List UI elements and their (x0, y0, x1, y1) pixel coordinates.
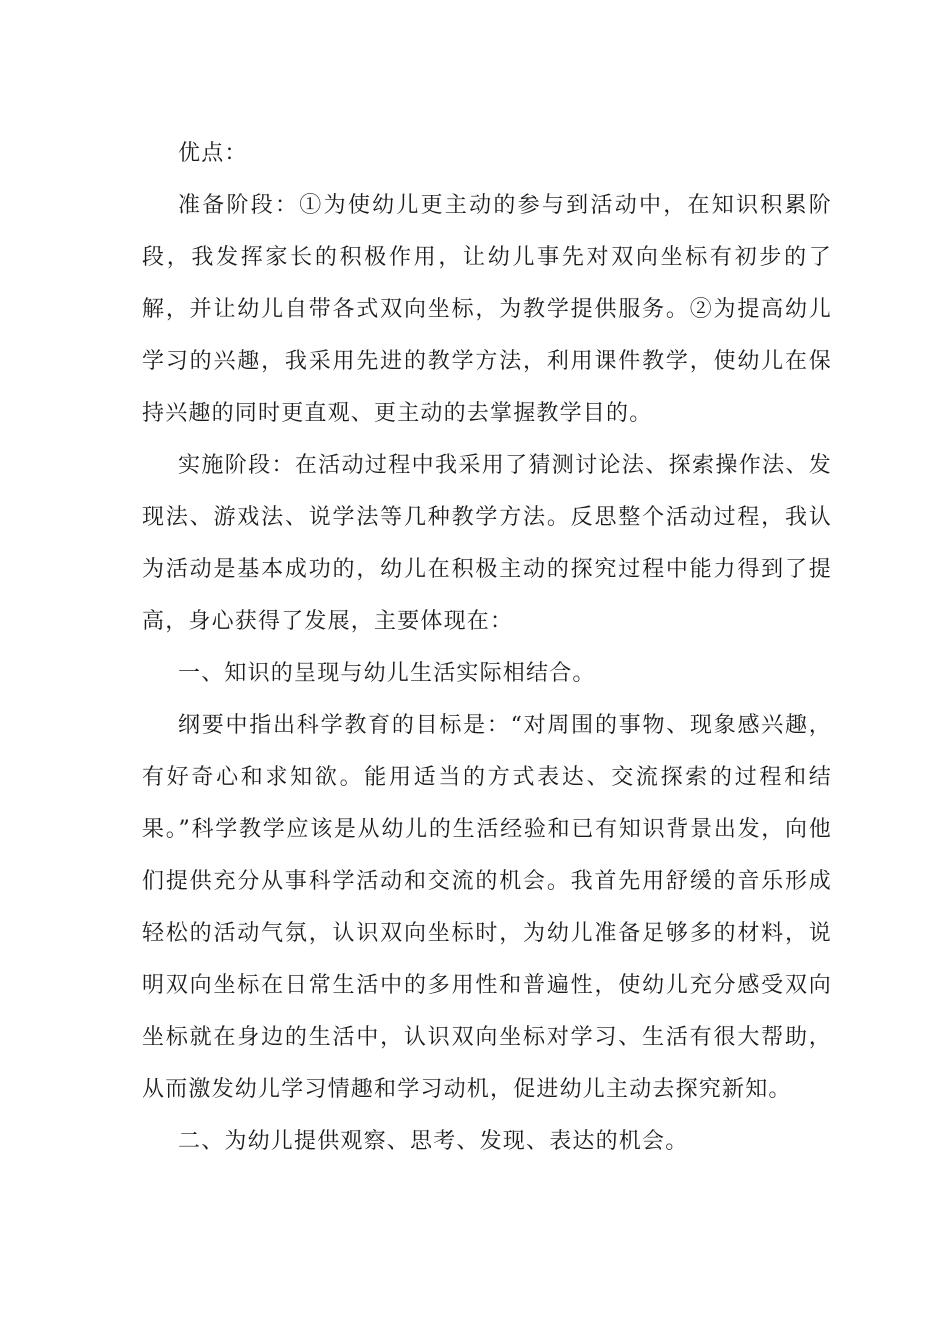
section-heading-1: 一、知识的呈现与幼儿生活实际相结合。 (178, 661, 596, 686)
paragraph-preparation-stage: 准备阶段：①为使幼儿更主动的参与到活动中，在知识积累阶段，我发挥家长的积极作用，让幼儿事先对双向坐标有初步的了解，并让幼儿自带各式双向坐标，为教学提供服务。②为提高幼儿学习的兴趣，我采用先进的教学方法，利用课件教学，使幼儿在保持兴趣的同时更直观、更主动的去掌握教学目的。 (142, 193, 832, 426)
section-heading-2: 二、为幼儿提供观察、思考、发现、表达的机会。 (178, 1129, 689, 1154)
paragraph-science-education: 纲要中指出科学教育的目标是：“对周围的事物、现象感兴趣，有好奇心和求知欲。能用适当的方式表达、交流探索的过程和结果。”科学教学应该是从幼儿的生活经验和已有知识背景出发，向他们提供充分从事科学活动和交流的机会。我首先用舒缓的音乐形成轻松的活动气氛，认识双向坐标时，为幼儿准备足够多的材料，说明双向坐标在日常生活中的多用性和普遍性，使幼儿充分感受双向坐标就在身边的生活中，认识双向坐标对学习、生活有很大帮助，从而激发幼儿学习情趣和学习动机，促进幼儿主动去探究新知。 (142, 713, 832, 1102)
paragraph-implementation-stage: 实施阶段：在活动过程中我采用了猜测讨论法、探索操作法、发现法、游戏法、说学法等几种教学方法。反思整个活动过程，我认为活动是基本成功的，幼儿在积极主动的探究过程中能力得到了提高，身心获得了发展，主要体现在： (142, 453, 832, 634)
heading-advantages: 优点： (178, 141, 248, 166)
document-body (142, 128, 832, 1168)
